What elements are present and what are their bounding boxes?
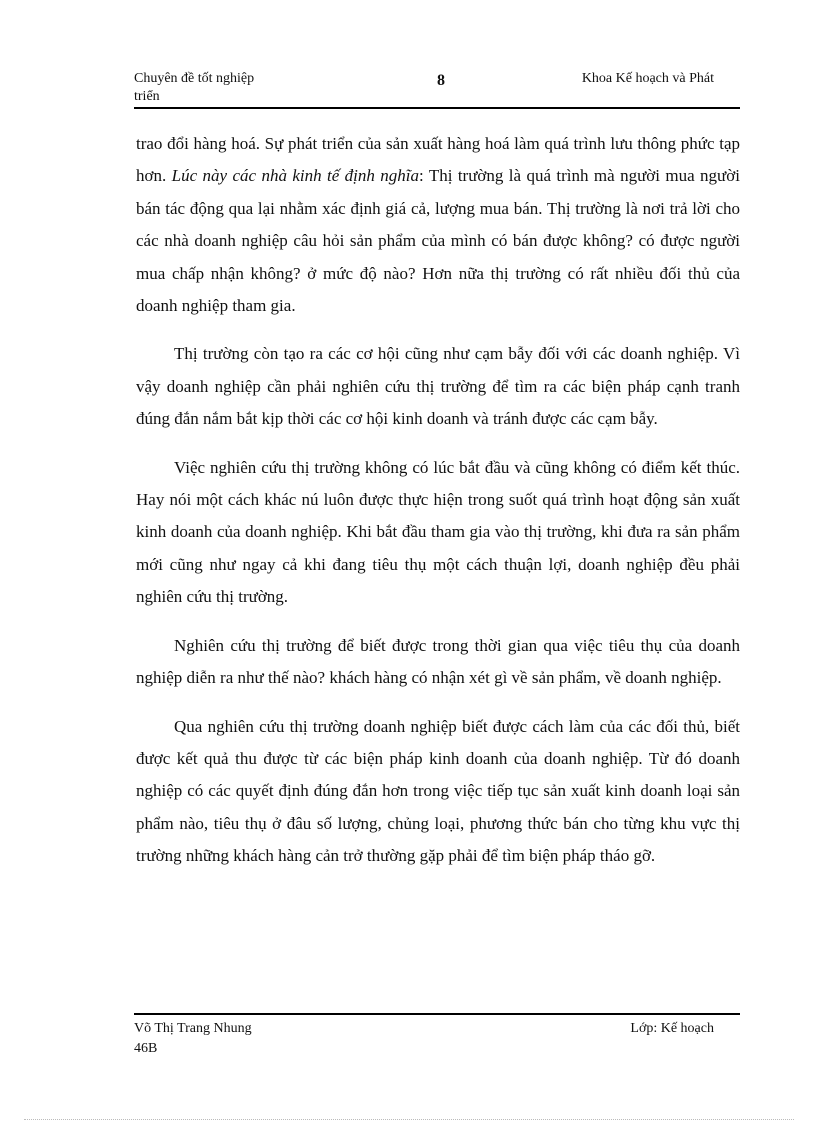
paragraph-1-end: : Thị trường là quá trình mà người mua người bán tác động qua lại nhằm xác định giá cả, lượng mua bán. Thị trường là nơi trả lời cho các nhà doanh nghiệp câu hỏi sản phẩm của mình có bán được không? có được người mua chấp nhận không? ở mức độ nào? Hơn nữa thị trường có rất nhiều đối thủ của doanh nghiệp tham gia.	[136, 166, 740, 316]
footer-rule	[134, 1013, 740, 1015]
paragraph-1-start: trao đổi hàng hoá. Sự phát triển của sản xuất hàng hoá làm quá trình lưu thông phức tạp hơn.	[136, 134, 740, 186]
paragraph-2: Thị trường còn tạo ra các cơ hội cũng như cạm bẫy đối với các doanh nghiệp. Vì vậy doanh nghiệp cần phải nghiên cứu thị trường để tìm ra các biện pháp cạnh tranh đúng đắn nắm bắt kịp thời các cơ hội kinh doanh và tránh được các cạm bẫy.	[136, 344, 740, 429]
page-header	[134, 70, 740, 106]
page-edge-dotted-line	[24, 1119, 794, 1120]
paragraph-4: Nghiên cứu thị trường để biết được trong thời gian qua việc tiêu thụ của doanh nghiệp diễn ra như thế nào? khách hàng có nhận xét gì về sản phẩm, về doanh nghiệp.	[136, 635, 740, 688]
footer-author-cont: 46B	[134, 1041, 158, 1056]
header-thesis-title-cont: triển	[134, 89, 160, 104]
header-left	[134, 70, 304, 106]
paragraph-1	[136, 128, 740, 322]
header-faculty: Khoa Kế hoạch và Phát	[581, 71, 714, 86]
paragraph-1-italic: Lúc này các nhà kinh tế định nghĩa	[171, 166, 420, 186]
paragraph-3: Việc nghiên cứu thị trường không có lúc bắt đầu và cũng không có điểm kết thúc. Hay nói một cách khác nú luôn được thực hiện trong suốt quá trình hoạt động sản xuất kinh doanh của doanh nghiệp. Khi bắt đầu tham gia vào thị trường, khi đưa ra sản phẩm mới cũng như ngay cả khi đang tiêu thụ một cách thuận lợi, doanh nghiệp đều phải nghiên cứu thị trường.	[136, 457, 740, 607]
header-thesis-title: Chuyên đề tốt nghiệp	[134, 71, 255, 86]
footer-author: Võ Thị Trang Nhung	[134, 1021, 252, 1036]
footer-class: Lớp: Kế hoạch	[630, 1021, 714, 1036]
header-rule	[134, 107, 740, 109]
page-body	[136, 128, 740, 873]
paragraph-5: Qua nghiên cứu thị trường doanh nghiệp biết được cách làm của các đối thủ, biết được kết quả thu được từ các biện pháp kinh doanh của doanh nghiệp. Từ đó doanh nghiệp có các quyết định đúng đắn hơn trong việc tiếp tục sản xuất kinh doanh loại sản phẩm nào, tiêu thụ ở đâu số lượng, chủng loại, phương thức bán cho từng khu vực thị trường những khách hàng cản trở thường gặp phải để tìm biện pháp tháo gỡ.	[136, 716, 740, 866]
footer-left	[134, 1019, 304, 1059]
page-number: 8	[437, 72, 445, 89]
